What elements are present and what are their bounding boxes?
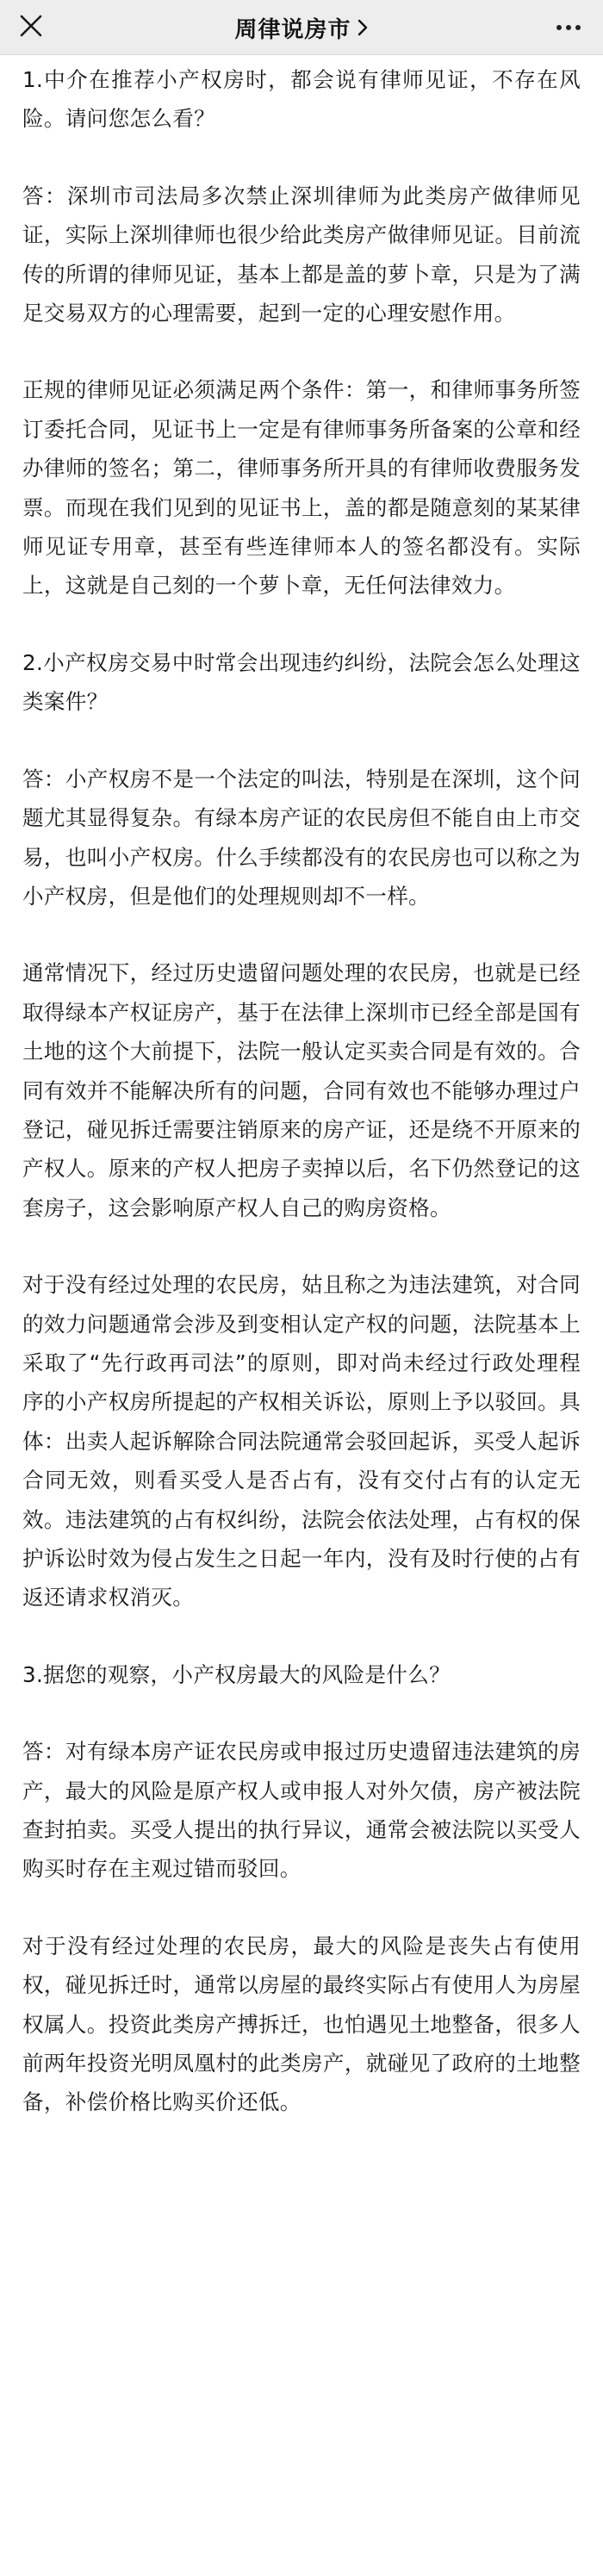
answer-2-paragraph-2: 通常情况下，经过历史遗留问题处理的农民房，也就是已经取得绿本产权证房产，基于在法律上深圳市已经全部是国有土地的这个大前提下，法院一般认定买卖合同是有效的。合同有效并不能解决所有的问题，合同有效也不能够办理过户登记，碰见拆迁需要注销原来的房产证，还是绕不开原来的产权人。原来的产权人把房子卖掉以后，名下仍然登记的这套房子，这会影响原产权人自己的购房资格。 <box>22 960 581 1220</box>
page-title: 周律说房市 <box>234 16 351 43</box>
answer-1-paragraph-2: 正规的律师见证必须满足两个条件：第一，和律师事务所签订委托合同，见证书上一定是有律师事务所备案的公章和经办律师的签名；第二，律师事务所开具的有律师收费服务发票。而现在我们见到的见证书上，盖的都是随意刻的某某律师见证专用章，甚至有些连律师本人的签名都没有。实际上，这就是自己刻的一个萝卜章，无任何法律效力。 <box>22 377 581 599</box>
account-title-link[interactable] <box>0 0 603 55</box>
top-navigation-bar <box>0 0 603 55</box>
answer-1-paragraph-1: 答：深圳市司法局多次禁止深圳律师为此类房产做律师见证，实际上深圳律师也很少给此类房产做律师见证。目前流传的所谓的律师见证，基本上都是盖的萝卜章，只是为了满足交易双方的心理需要，起到一定的心理安慰作用。 <box>22 183 581 326</box>
question-2: 2.小产权房交易中时常会出现违约纠纷，法院会怎么处理这类案件？ <box>22 649 581 715</box>
more-dots-icon <box>556 25 562 30</box>
answer-3-paragraph-1: 答：对有绿本房产证农民房或申报过历史遗留违法建筑的房产，最大的风险是原产权人或申报人对外欠债，房产被法院查封拍卖。买受人提出的执行异议，通常会被法院以买受人购买时存在主观过错而驳回。 <box>22 1739 581 1882</box>
answer-3-paragraph-2: 对于没有经过处理的农民房，最大的风险是丧失占有使用权，碰见拆迁时，通常以房屋的最终实际占有使用人为房屋权属人。投资此类房产搏拆迁，也怕遇见土地整备，很多人前两年投资光明凤凰村的此类房产，就碰见了政府的土地整备，补偿价格比购买价还低。 <box>22 1933 581 2115</box>
chevron-right-icon <box>357 18 369 37</box>
answer-2-paragraph-3: 对于没有经过处理的农民房，姑且称之为违法建筑，对合同的效力问题通常会涉及到变相认定产权的问题，法院基本上采取了“先行政再司法”的原则，即对尚未经过行政处理程序的小产权房所提起的产权相关诉讼，原则上予以驳回。具体：出卖人起诉解除合同法院通常会驳回起诉，买受人起诉合同无效，则看买受人是否占有，没有交付占有的认定无效。违法建筑的占有权纠纷，法院会依法处理，占有权的保护诉讼时效为侵占发生之日起一年内，没有及时行使的占有返还请求权消灭。 <box>22 1272 581 1611</box>
question-1: 1.中介在推荐小产权房时，都会说有律师见证，不存在风险。请问您怎么看？ <box>22 67 581 132</box>
more-options-button[interactable] <box>550 9 587 47</box>
article-body <box>22 60 581 2122</box>
answer-2-paragraph-1: 答：小产权房不是一个法定的叫法，特别是在深圳，这个问题尤其显得复杂。有绿本房产证的农民房但不能自由上市交易，也叫小产权房。什么手续都没有的农民房也可以称之为小产权房，但是他们的处理规则却不一样。 <box>22 766 581 909</box>
question-3: 3.据您的观察，小产权房最大的风险是什么？ <box>22 1661 451 1687</box>
